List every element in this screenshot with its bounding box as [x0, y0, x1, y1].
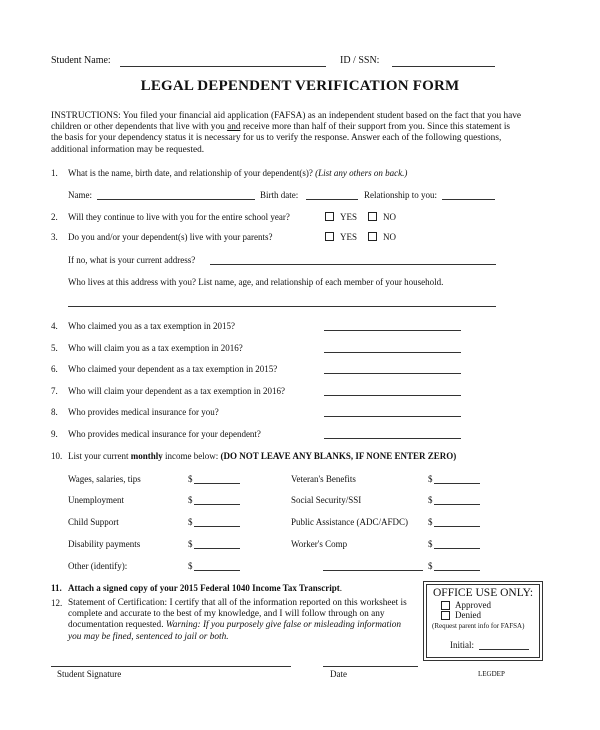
q4-answer-field[interactable] — [324, 330, 461, 331]
q1-relationship-label: Relationship to you: — [364, 190, 437, 200]
currency-sign: $ — [188, 474, 193, 484]
q8-number: 8. — [51, 407, 58, 417]
signature-line[interactable] — [51, 666, 291, 667]
q2-number: 2. — [51, 212, 58, 222]
income-left-label: Child Support — [68, 517, 119, 527]
id-ssn-label: ID / SSN: — [340, 55, 380, 66]
q3-number: 3. — [51, 232, 58, 242]
q3-household-field[interactable] — [68, 306, 496, 307]
q1-name-field[interactable] — [97, 199, 255, 200]
q5-text: Who will claim you as a tax exemption in 2016? — [68, 343, 243, 353]
income-right-amount-field[interactable] — [434, 548, 480, 549]
income-left-label: Wages, salaries, tips — [68, 474, 141, 484]
q1-birth-field[interactable] — [306, 199, 358, 200]
income-left-amount-field[interactable] — [194, 483, 240, 484]
income-right-label: Public Assistance (ADC/AFDC) — [291, 517, 408, 527]
other-amount-field[interactable] — [434, 570, 480, 571]
other-identify-field[interactable] — [323, 570, 423, 571]
q4-number: 4. — [51, 321, 58, 331]
q7-number: 7. — [51, 386, 58, 396]
q2-yes-label: YES — [340, 212, 358, 222]
approved-label: Approved — [455, 600, 491, 610]
q6-number: 6. — [51, 364, 58, 374]
income-right-amount-field[interactable] — [434, 504, 480, 505]
currency-sign: $ — [428, 517, 433, 527]
office-note: (Request parent info for FAFSA) — [432, 622, 525, 630]
q10-number: 10. — [51, 451, 63, 461]
income-left-amount-field[interactable] — [194, 570, 240, 571]
q1-name-label: Name: — [68, 190, 92, 200]
q5-number: 5. — [51, 343, 58, 353]
q3-text: Do you and/or your dependent(s) live with your parents? — [68, 232, 273, 242]
currency-sign: $ — [428, 561, 433, 571]
certification-statement: Statement of Certification: I certify that all of the information reported on this worksheet is complete and accurate to the best of my knowledge, and I will follow through on any documentation requested. Warning: If you purposely give false or misleading information you may be fined, sentenced to jail or both. — [68, 598, 407, 642]
q1-birth-label: Birth date: — [260, 190, 299, 200]
q6-answer-field[interactable] — [324, 373, 461, 374]
currency-sign: $ — [188, 561, 193, 571]
q1-number: 1. — [51, 168, 58, 178]
income-left-amount-field[interactable] — [194, 504, 240, 505]
income-right-label: Social Security/SSI — [291, 495, 362, 505]
q3-address-field[interactable] — [210, 264, 496, 265]
denied-label: Denied — [455, 610, 481, 620]
student-name-label: Student Name: — [51, 55, 111, 66]
q11-number: 11. — [51, 583, 62, 593]
q2-no-label: NO — [383, 212, 396, 222]
office-use-title: OFFICE USE ONLY: — [433, 587, 534, 599]
q2-no-checkbox[interactable] — [368, 212, 377, 221]
q1-text: What is the name, birth date, and relationship of your dependent(s)? (List any others on back.) — [68, 168, 408, 178]
income-right-label: Worker's Comp — [291, 539, 348, 549]
q7-text: Who will claim your dependent as a tax exemption in 2016? — [68, 386, 285, 396]
denied-checkbox[interactable] — [441, 611, 450, 620]
q3-no-label: NO — [383, 232, 396, 242]
q2-yes-checkbox[interactable] — [325, 212, 334, 221]
q2-text: Will they continue to live with you for the entire school year? — [68, 212, 290, 222]
q8-text: Who provides medical insurance for you? — [68, 407, 219, 417]
initial-field[interactable] — [479, 649, 529, 650]
q1-relationship-field[interactable] — [442, 199, 495, 200]
initial-label: Initial: — [450, 640, 474, 650]
form-title: LEGAL DEPENDENT VERIFICATION FORM — [140, 78, 460, 94]
q3-who-lives-label: Who lives at this address with you? List name, age, and relationship of each member of your household. — [68, 277, 444, 287]
currency-sign: $ — [428, 474, 433, 484]
currency-sign: $ — [188, 517, 193, 527]
currency-sign: $ — [188, 539, 193, 549]
q9-number: 9. — [51, 429, 58, 439]
q7-answer-field[interactable] — [324, 395, 461, 396]
income-left-label: Disability payments — [68, 539, 141, 549]
income-right-amount-field[interactable] — [434, 526, 480, 527]
q5-answer-field[interactable] — [324, 352, 461, 353]
q4-text: Who claimed you as a tax exemption in 2015? — [68, 321, 235, 331]
q9-answer-field[interactable] — [324, 438, 461, 439]
id-ssn-field[interactable] — [392, 66, 495, 67]
income-left-label: Other (identify): — [68, 561, 128, 571]
currency-sign: $ — [428, 495, 433, 505]
approved-checkbox[interactable] — [441, 601, 450, 610]
q3-yes-checkbox[interactable] — [325, 232, 334, 241]
q10-text: List your current monthly income below: (DO NOT LEAVE ANY BLANKS, IF NONE ENTER ZERO) — [68, 451, 457, 461]
q8-answer-field[interactable] — [324, 416, 461, 417]
instructions: INSTRUCTIONS: You filed your financial aid application (FAFSA) as an independent student based on the fact that you have children or other dependents that live with you and receive more than half of their support from you. Since this statement is the basis for your dependency status it is necessary for us to verify the response. Answer each of the following questions, additional information may be requested. — [51, 111, 522, 155]
income-left-amount-field[interactable] — [194, 526, 240, 527]
student-name-field[interactable] — [120, 66, 326, 67]
q3-yes-label: YES — [340, 232, 358, 242]
q12-number: 12. — [51, 598, 63, 608]
form-code: LEGDEP — [478, 670, 505, 678]
q11-text: Attach a signed copy of your 2015 Federal 1040 Income Tax Transcript. — [68, 583, 342, 593]
income-left-amount-field[interactable] — [194, 548, 240, 549]
q9-text: Who provides medical insurance for your dependent? — [68, 429, 261, 439]
income-right-amount-field[interactable] — [434, 483, 480, 484]
date-line[interactable] — [323, 666, 418, 667]
currency-sign: $ — [428, 539, 433, 549]
currency-sign: $ — [188, 495, 193, 505]
income-left-label: Unemployment — [68, 495, 124, 505]
income-right-label: Veteran's Benefits — [291, 474, 356, 484]
date-label: Date — [330, 669, 347, 679]
signature-label: Student Signature — [57, 669, 122, 679]
q6-text: Who claimed your dependent as a tax exemption in 2015? — [68, 364, 278, 374]
q3-address-label: If no, what is your current address? — [68, 255, 196, 265]
q3-no-checkbox[interactable] — [368, 232, 377, 241]
